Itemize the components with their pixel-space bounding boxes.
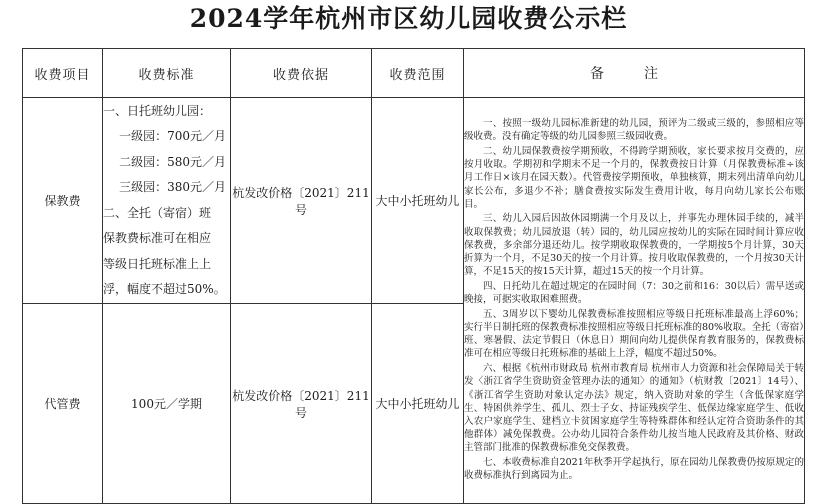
table-row-tuition	[23, 98, 805, 304]
page-title: 2024学年杭州市区幼儿园收费公示栏	[189, 4, 628, 33]
standard-custody: 100元／学期	[103, 304, 231, 504]
header-standard: 收费标准	[103, 49, 231, 98]
standard-level-1: 一级园：700元／月	[119, 129, 226, 143]
header-item: 收费项目	[23, 49, 103, 98]
header-row	[23, 49, 805, 98]
note-7: 七、本收费标准自2021年秋季开学起执行，原在园幼儿保教费仍按原规定的收费标准执行到离园为止。	[464, 457, 804, 482]
note-3: 三、幼儿入园后因故休园期满一个月及以上，并事先办理休园手续的，减半收取保教费；幼儿园放退（转）园的，幼儿园应按幼儿的实际在园时间计算应收保教费，多余部分退还幼儿。按学期收取保教费的，一学期按5个月计算，30天折算为一个月，不足30天的按一个月计算。按月收取保教费的，一个月按30天计算，不足15天的按15天计算，超过15天的按一个月计算。	[464, 213, 804, 278]
basis-custody: 杭发改价格〔2021〕211号	[231, 304, 372, 504]
header-basis: 收费依据	[231, 49, 372, 98]
standard-boarding-line-2: 保教费标准可在相应	[103, 231, 212, 245]
header-scope: 收费范围	[372, 49, 464, 98]
notes-cell	[464, 98, 805, 504]
header-notes: 备注	[464, 49, 805, 98]
standard-level-3: 三级园：380元／月	[119, 180, 226, 194]
note-2: 二、幼儿园保教费按学期预收，不得跨学期预收，家长要求按月交费的，应按月收取。学期初和学期末不足一个月的，保教费按日计算（月保教费标准÷该月工作日×该月在园天数）。代管费按学期预收，单独核算，期末列出清单向幼儿家长公布，多退少不补；膳食费按实际发生费用计收，每月向幼儿家长公布账目。	[464, 145, 804, 210]
standard-boarding-line-3: 等级日托班标准上上	[103, 256, 212, 271]
scope-custody: 大中小托班幼儿	[372, 304, 464, 504]
basis-tuition: 杭发改价格〔2021〕211号	[231, 98, 372, 304]
note-6: 六、根据《杭州市财政局 杭州市教育局 杭州市人力资源和社会保障局关于转发〈浙江省学生资助资金管理办法的通知〉的通知》（杭财教〔2021〕14号）、《浙江省学生资助对象认定办法》规定，纳入资助对象的学生（含低保家庭学生、特困供养学生、孤儿、烈士子女、持证残疾学生、低保边缘家庭学生、低收入农户家庭学生、建档立卡贫困家庭学生等特殊群体和经认定符合资助条件的其他群体）减免保教费。公办幼儿园符合条件幼儿按当地人民政府及其价格、财政主管部门批准的保教费标准免交保教费。	[464, 363, 804, 454]
standard-boarding-line-4: 浮，幅度不超过50%。	[103, 282, 226, 296]
item-custody: 代管费	[23, 304, 103, 504]
note-4: 四、日托幼儿在超过规定的在园时间（7：30之前和16：30以后）需早送或晚接，可据实收取困难照费。	[464, 280, 804, 306]
note-5: 五、3周岁以下婴幼儿保教费标准按照相应等级日托班标准最高上浮60%；实行半日制托班的保教费标准按照相应等级日托班标准的80%收取。全托（寄宿）班、寒暑假、法定节假日（休息日）期间向幼儿提供保育教育服务的，保教费标准可在相应等级日托班标准的基础上上浮，幅度不超过50%。	[464, 308, 804, 360]
standard-level-2: 二级园：580元／月	[119, 154, 226, 169]
standard-boarding-line-1: 二、全托（寄宿）班	[103, 205, 212, 220]
fee-table	[22, 48, 805, 504]
scope-tuition: 大中小托班幼儿	[372, 98, 464, 304]
item-tuition: 保教费	[23, 98, 103, 304]
standard-tuition	[103, 98, 231, 304]
standard-heading: 一、日托班幼儿园：	[103, 103, 212, 118]
note-1: 一、按照一级幼儿园标准新建的幼儿园，预评为二级或三级的，参照相应等级收费。没有确定等级的幼儿园参照三级园收费。	[464, 118, 804, 143]
